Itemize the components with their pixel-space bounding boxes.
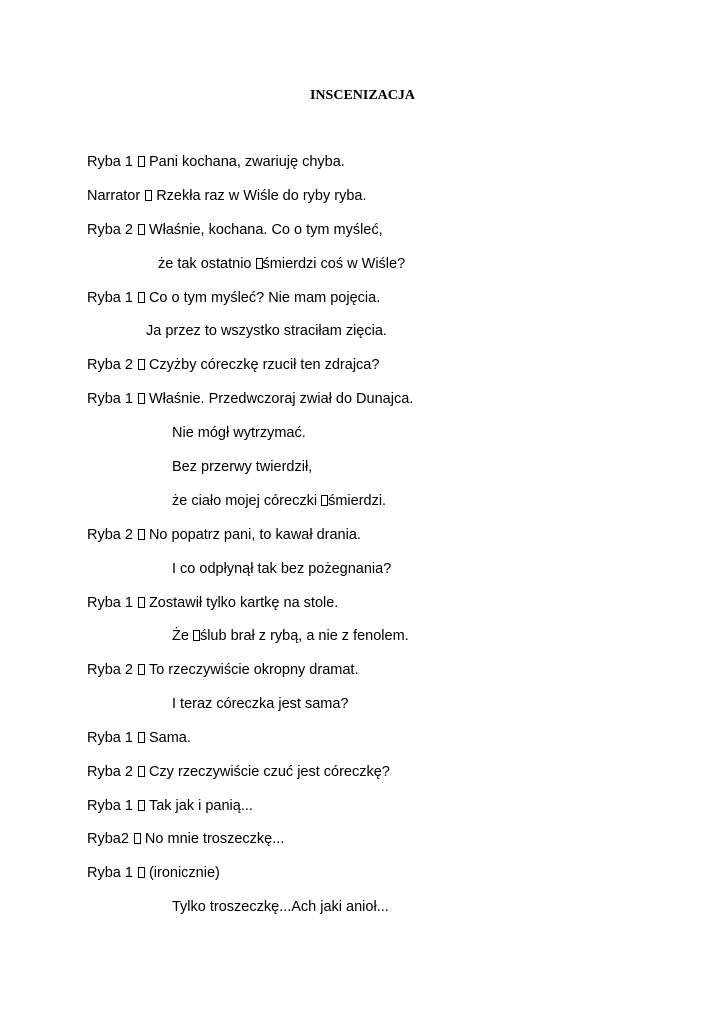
speaker-name: Ryba 2 bbox=[87, 357, 133, 373]
dialogue-line bbox=[87, 797, 253, 815]
dialogue-line bbox=[87, 830, 284, 848]
speaker-name: Ryba 2 bbox=[87, 662, 133, 678]
line-text: Sama. bbox=[148, 730, 191, 746]
speaker-name: Ryba 2 bbox=[87, 222, 133, 238]
speaker-name: Ryba 1 bbox=[87, 391, 133, 407]
line-text: No popatrz pani, to kawał drania. bbox=[148, 527, 361, 543]
line-text: Rzekła raz w Wiśle do ryby ryba. bbox=[156, 188, 367, 204]
line-text: No mnie troszeczkę... bbox=[144, 831, 285, 847]
missing-glyph-icon bbox=[256, 258, 263, 269]
speaker-name: Ryba 1 bbox=[87, 730, 133, 746]
dialogue-line bbox=[87, 526, 361, 544]
line-text: Nie mógł wytrzymać. bbox=[172, 425, 306, 441]
speaker-name: Ryba 1 bbox=[87, 798, 133, 814]
missing-glyph-icon bbox=[138, 664, 145, 675]
dialogue-line bbox=[87, 187, 367, 205]
missing-glyph-icon bbox=[145, 190, 152, 201]
line-text: Tak jak i panią... bbox=[148, 798, 253, 814]
line-text: Co o tym myśleć? Nie mam pojęcia. bbox=[148, 290, 381, 306]
line-text: Tylko troszeczkę...Ach jaki anioł... bbox=[172, 899, 389, 915]
line-text: I teraz córeczka jest sama? bbox=[172, 696, 349, 712]
speaker-name: Ryba 2 bbox=[87, 527, 133, 543]
dialogue-line bbox=[146, 322, 387, 340]
speaker-name: Narrator bbox=[87, 188, 141, 204]
speaker-name: Ryba 1 bbox=[87, 154, 133, 170]
dialogue-line bbox=[87, 864, 220, 882]
dialogue-line bbox=[87, 661, 358, 679]
line-text: Zostawił tylko kartkę na stole. bbox=[148, 595, 339, 611]
missing-glyph-icon bbox=[138, 732, 145, 743]
speaker-name: Ryba2 bbox=[87, 831, 129, 847]
dialogue-line bbox=[172, 458, 312, 476]
missing-glyph-icon bbox=[138, 156, 145, 167]
line-text: że tak ostatnio bbox=[158, 256, 256, 272]
dialogue-line bbox=[172, 492, 386, 510]
speaker-name: Ryba 2 bbox=[87, 764, 133, 780]
line-text: Właśnie, kochana. Co o tym myśleć, bbox=[148, 222, 383, 238]
speaker-name: Ryba 1 bbox=[87, 865, 133, 881]
missing-glyph-icon bbox=[138, 766, 145, 777]
dialogue-line bbox=[172, 627, 409, 645]
dialogue-line bbox=[172, 898, 389, 916]
dialogue-line bbox=[87, 356, 379, 374]
line-text: Czy rzeczywiście czuć jest córeczkę? bbox=[148, 764, 390, 780]
missing-glyph-icon bbox=[138, 393, 145, 404]
line-text: Bez przerwy twierdził, bbox=[172, 459, 313, 475]
speaker-name: Ryba 1 bbox=[87, 290, 133, 306]
missing-glyph-icon bbox=[138, 224, 145, 235]
line-text: Pani kochana, zwariuję chyba. bbox=[148, 154, 345, 170]
missing-glyph-icon bbox=[138, 867, 145, 878]
speaker-name: Ryba 1 bbox=[87, 595, 133, 611]
line-text: śmierdzi. bbox=[328, 493, 387, 509]
missing-glyph-icon bbox=[138, 529, 145, 540]
dialogue-line bbox=[87, 763, 390, 781]
line-text: śmierdzi coś w Wiśle? bbox=[262, 256, 406, 272]
dialogue-line bbox=[87, 221, 383, 239]
missing-glyph-icon bbox=[138, 359, 145, 370]
missing-glyph-icon bbox=[138, 292, 145, 303]
missing-glyph-icon bbox=[138, 800, 145, 811]
missing-glyph-icon bbox=[134, 833, 141, 844]
line-text: że ciało mojej córeczki bbox=[172, 493, 322, 509]
dialogue-line bbox=[172, 424, 306, 442]
line-text: Właśnie. Przedwczoraj zwiał do Dunajca. bbox=[148, 391, 414, 407]
dialogue-line bbox=[87, 153, 345, 171]
line-text: Że bbox=[172, 628, 193, 644]
line-text: Ja przez to wszystko straciłam zięcia. bbox=[146, 323, 387, 339]
missing-glyph-icon bbox=[138, 597, 145, 608]
dialogue-line bbox=[172, 560, 391, 578]
dialogue-line bbox=[87, 729, 191, 747]
dialogue-line bbox=[172, 695, 349, 713]
line-text: I co odpłynął tak bez pożegnania? bbox=[172, 561, 392, 577]
line-text: To rzeczywiście okropny dramat. bbox=[148, 662, 359, 678]
dialogue-line bbox=[158, 255, 405, 273]
dialogue-line bbox=[87, 390, 413, 408]
line-text: Czyżby córeczkę rzucił ten zdrajca? bbox=[148, 357, 380, 373]
dialogue-line bbox=[87, 289, 380, 307]
line-text: (ironicznie) bbox=[148, 865, 220, 881]
dialogue-line bbox=[87, 594, 338, 612]
line-text: ślub brał z rybą, a nie z fenolem. bbox=[199, 628, 409, 644]
missing-glyph-icon bbox=[193, 630, 200, 641]
document-title: INSCENIZACJA bbox=[309, 88, 416, 103]
